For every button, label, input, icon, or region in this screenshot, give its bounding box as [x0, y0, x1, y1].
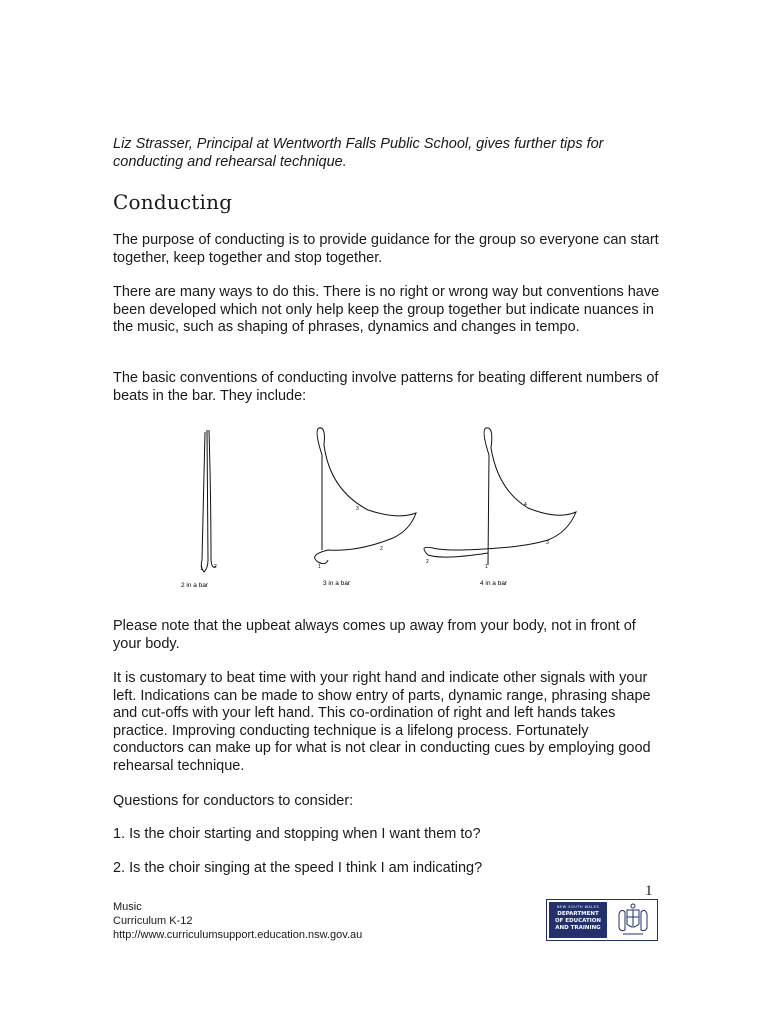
conducting-patterns-diagram — [148, 420, 593, 600]
pattern-3-in-a-bar — [315, 428, 416, 564]
beat-mark: 1 — [318, 564, 321, 570]
paragraph-basic-conventions: The basic conventions of conducting involve patterns for beating different numbers of beats in the bar. They include: — [113, 370, 659, 404]
department-logo — [546, 899, 658, 941]
question-item: 1. Is the choir starting and stopping when I want them to? — [113, 826, 481, 842]
paragraph-purpose: The purpose of conducting is to provide guidance for the group so everyone can start together, keep together and stop together. — [113, 232, 659, 266]
coat-of-arms-icon — [613, 902, 653, 938]
beat-mark: 2 — [214, 564, 217, 570]
section-heading: Conducting — [113, 190, 233, 214]
paragraph-questions: Questions for conductors to consider: — [113, 793, 354, 809]
beat-mark: 3 — [356, 506, 359, 512]
logo-state: NEW SOUTH WALES — [556, 905, 600, 909]
question-item: 2. Is the choir singing at the speed I think I am indicating? — [113, 860, 483, 876]
footer-url: http://www.curriculumsupport.education.nsw.gov.au — [113, 929, 363, 941]
pattern-label: 4 in a bar — [480, 580, 508, 587]
intro-text: Liz Strasser, Principal at Wentworth Falls Public School, gives further tips for conducting and rehearsal technique. — [113, 136, 604, 170]
beat-mark: 2 — [380, 546, 383, 552]
logo-line: AND TRAINING — [555, 925, 601, 931]
logo-line: DEPARTMENT — [557, 911, 599, 917]
page-number: 1 — [645, 883, 653, 899]
pattern-2-in-a-bar — [201, 430, 216, 572]
pattern-label: 3 in a bar — [323, 580, 351, 587]
logo-text-box — [549, 902, 607, 938]
footer-subject: Music — [113, 901, 142, 913]
beat-mark: 4 — [524, 502, 527, 508]
footer-curriculum: Curriculum K-12 — [113, 915, 193, 927]
beat-mark: 1 — [485, 564, 488, 570]
logo-line: OF EDUCATION — [554, 918, 602, 924]
pattern-label: 2 in a bar — [181, 582, 209, 589]
paragraph-hands: It is customary to beat time with your right hand and indicate other signals with your left. Indications can be made to show entry of parts, dynamic range, phrasing shape and cut-offs with your left hand. This co-ordination of right and left hands takes practice. Improving conducting technique is a lifelong process. Fortunately conductors can make up for what is not clear in conducting cues by employing good rehearsal technique. — [113, 670, 651, 774]
beat-mark: 1 — [200, 566, 203, 572]
beat-mark: 2 — [426, 559, 429, 565]
footer — [113, 900, 362, 942]
paragraph-upbeat: Please note that the upbeat always comes up away from your body, not in front of your body. — [113, 618, 636, 652]
beat-mark: 3 — [546, 540, 549, 546]
paragraph-conventions: There are many ways to do this. There is no right or wrong way but conventions have been developed which not only help keep the group together but indicate nuances in the music, such as shaping of phrases, dynamics and changes in tempo. — [113, 284, 660, 335]
pattern-4-in-a-bar — [424, 428, 576, 565]
